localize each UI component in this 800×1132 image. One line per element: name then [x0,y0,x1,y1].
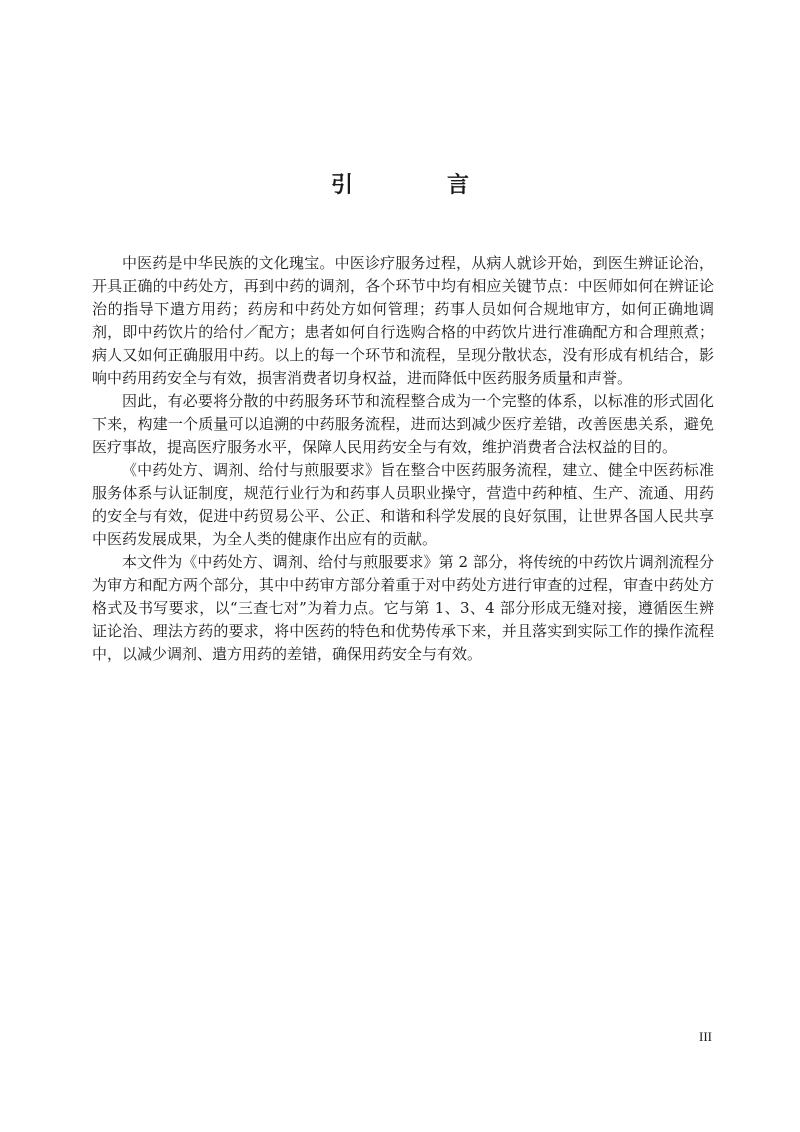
paragraph-1: 中医药是中华民族的文化瑰宝。中医诊疗服务过程，从病人就诊开始，到医生辨证论治，开具正确的中药处方，再到中药的调剂，各个环节中均有相应关键节点：中医师如何在辨证论治的指导下遣方用药；药房和中药处方如何管理；药事人员如何合规地审方，如何正确地调剂，即中药饮片的给付／配方；患者如何自行选购合格的中药饮片进行准确配方和合理煎煮；病人又如何正确服用中药。以上的每一个环节和流程，呈现分散状态，没有形成有机结合，影响中药用药安全与有效，损害消费者切身权益，进而降低中医药服务质量和声誉。 [92,254,714,387]
paragraph-4: 本文件为《中药处方、调剂、给付与煎服要求》第 2 部分，将传统的中药饮片调剂流程分为审方和配方两个部分，其中中药审方部分着重于对中药处方进行审查的过程，审查中药处方格式及书写要求，以“三查七对”为着力点。它与第 1、3、4 部分形成无缝对接，遵循医生辨证论治、理法方药的要求，将中医药的特色和优势传承下来，并且落实到实际工作的操作流程中，以减少调剂、遣方用药的差错，确保用药安全与有效。 [92,553,714,663]
paragraph-3: 《中药处方、调剂、给付与煎服要求》旨在整合中医药服务流程，建立、健全中医药标准服务体系与认证制度，规范行业行为和药事人员职业操守，营造中药种植、生产、流通、用药的安全与有效，促进中药贸易公平、公正、和谐和科学发展的良好氛围，让世界各国人民共享中医药发展成果，为全人类的健康作出应有的贡献。 [92,461,714,548]
page-title: 引 言 [330,173,505,198]
paragraph-2: 因此，有必要将分散的中药服务环节和流程整合成为一个完整的体系，以标准的形式固化下来，构建一个质量可以追溯的中药服务流程，进而达到减少医疗差错，改善医患关系，避免医疗事故，提高医疗服务水平，保障人民用药安全与有效，维护消费者合法权益的目的。 [92,392,714,456]
page-number: III [699,1029,712,1044]
body-text [92,252,714,666]
